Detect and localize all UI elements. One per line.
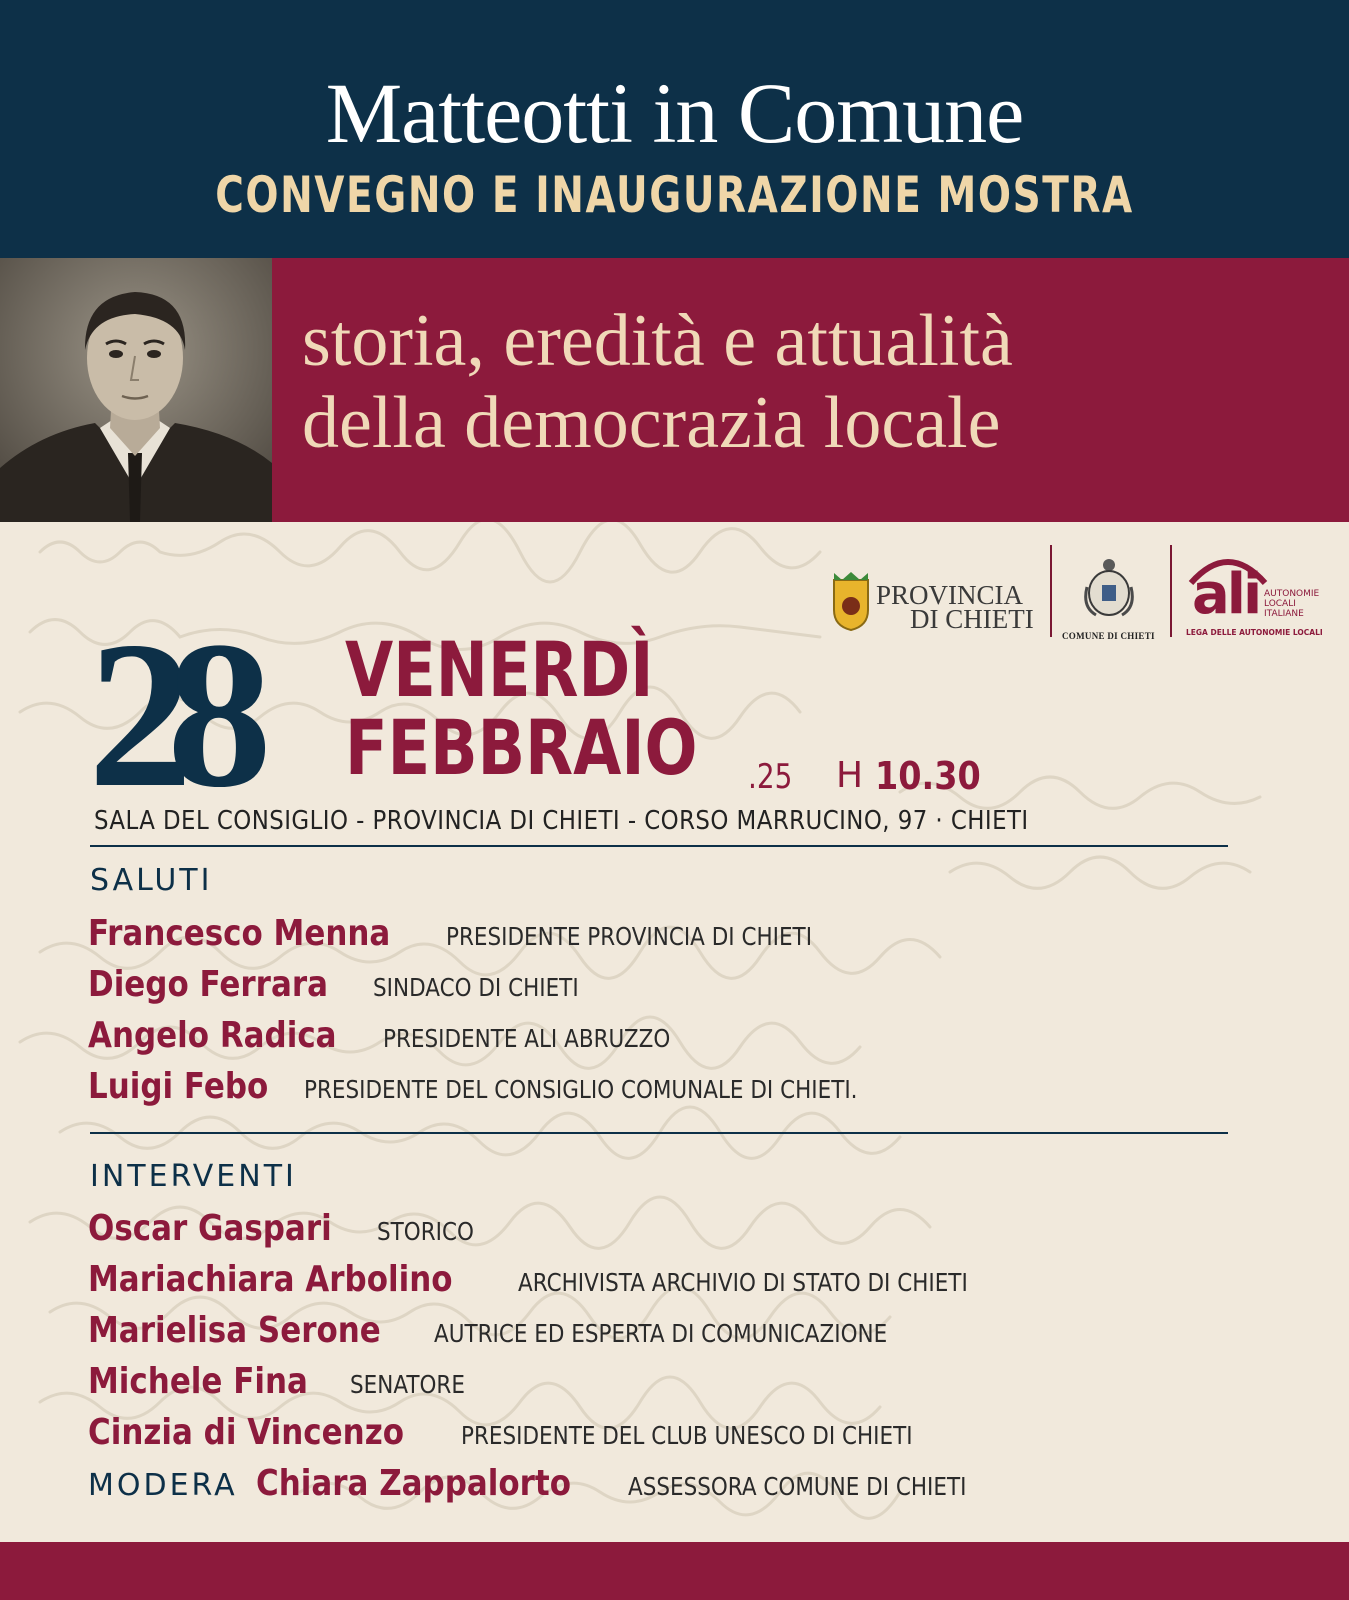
- tagline-line-2: della democrazia locale: [302, 382, 1001, 464]
- speaker-name: Michele Fina: [88, 1361, 308, 1402]
- modera-label: MODERA: [88, 1468, 238, 1503]
- tagline-line-1: storia, eredità e attualità: [302, 300, 1013, 382]
- speaker-name: Luigi Febo: [88, 1066, 269, 1107]
- logo-divider: [1170, 545, 1172, 637]
- event-time: 10.30: [875, 754, 981, 798]
- speaker-role: SENATORE: [349, 1370, 465, 1399]
- ali-logo-mark: ali: [1192, 562, 1260, 627]
- saluti-row: [88, 964, 612, 1005]
- interventi-heading: INTERVENTI: [90, 1159, 297, 1194]
- comune-logo-caption: COMUNE DI CHIETI: [1062, 631, 1155, 641]
- time-label: H: [836, 755, 864, 796]
- saluti-heading: SALUTI: [90, 863, 213, 898]
- interventi-row: [88, 1310, 961, 1351]
- date-year: .25: [748, 757, 793, 797]
- speaker-name: Angelo Radica: [88, 1015, 337, 1056]
- partner-logos: [830, 545, 1330, 655]
- ali-logo-caption: LEGA DELLE AUTONOMIE LOCALI: [1186, 628, 1323, 637]
- divider: [90, 845, 1228, 847]
- date-weekday: VENERDÌ: [345, 625, 654, 714]
- moderator-role: ASSESSORA COMUNE DI CHIETI: [627, 1472, 967, 1501]
- provincia-crest-icon: [830, 570, 872, 632]
- interventi-row: [88, 1208, 490, 1249]
- date-day-number: 28: [88, 599, 246, 831]
- interventi-row: [88, 1412, 987, 1453]
- date-month: FEBBRAIO: [345, 703, 698, 792]
- speaker-role: PRESIDENTE PROVINCIA DI CHIETI: [445, 922, 812, 951]
- tagline: [302, 300, 1342, 464]
- comune-crest-icon: [1082, 557, 1136, 619]
- moderator-name: Chiara Zappalorto: [255, 1463, 571, 1504]
- saluti-row: [88, 1066, 947, 1107]
- speaker-role: ARCHIVISTA ARCHIVIO DI STATO DI CHIETI: [517, 1268, 968, 1297]
- speaker-role: PRESIDENTE DEL CLUB UNESCO DI CHIETI: [461, 1421, 914, 1450]
- portrait-photo: [0, 258, 272, 522]
- footer-band: [0, 1542, 1349, 1600]
- speaker-role: SINDACO DI CHIETI: [373, 973, 579, 1002]
- provincia-logo-line-1: PROVINCIA: [876, 580, 1024, 610]
- speaker-role: STORICO: [377, 1217, 475, 1246]
- interventi-row: [88, 1361, 483, 1402]
- saluti-row: [88, 1015, 717, 1056]
- ali-side-line-2: LOCALI: [1264, 599, 1296, 609]
- modera-row: [88, 1463, 1022, 1504]
- event-subtitle: CONVEGNO E INAUGURAZIONE MOSTRA: [215, 166, 1134, 224]
- speaker-name: Oscar Gaspari: [88, 1208, 332, 1249]
- divider: [90, 1132, 1228, 1134]
- speaker-role: PRESIDENTE ALI ABRUZZO: [383, 1024, 671, 1053]
- portrait-illustration: [0, 258, 272, 522]
- speaker-name: Francesco Menna: [88, 913, 391, 954]
- event-title: Matteotti in Comune: [325, 65, 1024, 161]
- event-venue: SALA DEL CONSIGLIO - PROVINCIA DI CHIETI - CORSO MARRUCINO, 97 · CHIETI: [94, 806, 1029, 836]
- ali-side-line-3: ITALIANE: [1264, 609, 1304, 619]
- saluti-row: [88, 913, 871, 954]
- logo-divider: [1050, 545, 1052, 637]
- provincia-logo-line-2: DI CHIETI: [910, 604, 1034, 634]
- speaker-name: Marielisa Serone: [88, 1310, 381, 1351]
- speaker-name: Diego Ferrara: [88, 964, 329, 1005]
- ali-side-line-1: AUTONOMIE: [1264, 589, 1320, 599]
- interventi-row: [88, 1259, 1041, 1300]
- speaker-role: PRESIDENTE DEL CONSIGLIO COMUNALE DI CHIETI.: [303, 1075, 858, 1104]
- speaker-name: Mariachiara Arbolino: [88, 1259, 453, 1300]
- speaker-name: Cinzia di Vincenzo: [88, 1412, 404, 1453]
- speaker-role: AUTRICE ED ESPERTA DI COMUNICAZIONE: [434, 1319, 888, 1348]
